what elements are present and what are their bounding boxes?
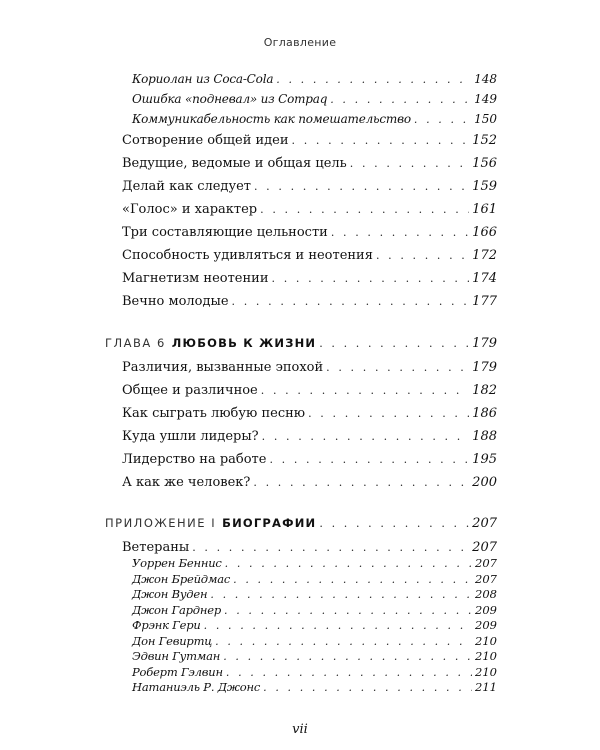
toc-entry-page: 156 bbox=[472, 156, 497, 171]
leader-dots bbox=[308, 408, 469, 419]
leader-dots bbox=[232, 296, 470, 307]
toc-entry-page: 172 bbox=[472, 248, 497, 263]
leader-dots bbox=[414, 114, 471, 125]
toc-entry-title: Вечно молодые bbox=[122, 294, 229, 309]
toc-entry-title: Уоррен Беннис bbox=[132, 556, 222, 570]
leader-dots bbox=[263, 682, 472, 693]
toc-entry-title: Джон Брейдмас bbox=[132, 571, 231, 586]
toc-entry[interactable] bbox=[132, 680, 497, 694]
leader-dots bbox=[223, 651, 472, 662]
toc-entry-page: 150 bbox=[474, 112, 497, 126]
toc-entry-title: Фрэнк Гери bbox=[132, 618, 201, 632]
toc-entry-page: 210 bbox=[475, 649, 497, 663]
toc-entry[interactable] bbox=[132, 649, 497, 663]
appendix-title: БИОГРАФИИ bbox=[222, 516, 317, 530]
toc-entry-title: Способность удивляться и неотения bbox=[122, 248, 373, 263]
leader-dots bbox=[224, 605, 472, 616]
running-head: Оглавление bbox=[263, 36, 337, 49]
appendix-label: ПРИЛОЖЕНИЕ I bbox=[105, 516, 217, 530]
toc-entry-page: 148 bbox=[474, 72, 497, 86]
toc-entry-page: 208 bbox=[475, 587, 497, 601]
toc-entry-page: 149 bbox=[474, 92, 497, 106]
toc-entry-title: Коммуникабельность как помешательство bbox=[132, 112, 411, 126]
leader-dots bbox=[269, 454, 469, 465]
toc-entry[interactable] bbox=[122, 406, 497, 421]
leader-dots bbox=[226, 667, 472, 678]
toc-entry[interactable] bbox=[132, 72, 497, 86]
toc-entry-page: 186 bbox=[472, 406, 497, 421]
toc-entry-page: 207 bbox=[475, 556, 497, 570]
toc-entry[interactable] bbox=[122, 475, 497, 490]
toc-entry-page: 210 bbox=[475, 633, 497, 648]
toc-entry-page: 207 bbox=[475, 571, 497, 586]
appendix-heading[interactable] bbox=[105, 516, 497, 531]
toc-entry-page: 209 bbox=[475, 618, 497, 632]
chapter-heading[interactable] bbox=[105, 336, 497, 351]
leader-dots bbox=[210, 589, 472, 600]
toc-entry-page: 188 bbox=[472, 429, 497, 444]
leader-dots bbox=[331, 227, 469, 238]
toc-entry[interactable] bbox=[122, 294, 497, 309]
leader-dots bbox=[326, 362, 469, 373]
toc-entry[interactable] bbox=[132, 634, 497, 648]
leader-dots bbox=[253, 477, 469, 488]
chapter-label: ГЛАВА 6 bbox=[105, 336, 166, 350]
toc-entry[interactable] bbox=[122, 452, 497, 467]
leader-dots bbox=[254, 181, 469, 192]
leader-dots bbox=[192, 542, 469, 553]
toc-entry-page: 207 bbox=[472, 540, 497, 555]
toc-entry-title: Ведущие, ведомые и общая цель bbox=[122, 156, 347, 171]
toc-entry-page: 209 bbox=[475, 602, 497, 617]
leader-dots bbox=[276, 74, 471, 85]
toc-entry-title: Кориолан из Coca-Cola bbox=[132, 72, 274, 86]
toc-entry-title: Ошибка «подневал» из Compaq bbox=[132, 92, 328, 106]
toc-entry-title: Джон Гарднер bbox=[132, 602, 222, 617]
toc-entry-title: Общее и различное bbox=[122, 383, 258, 398]
toc-entry-title: Куда ушли лидеры? bbox=[122, 429, 259, 444]
toc-entry-page: 174 bbox=[472, 271, 497, 286]
toc-entry-title: Джон Вуден bbox=[132, 587, 208, 601]
toc-entry-title: Лидерство на работе bbox=[122, 452, 267, 467]
leader-dots bbox=[261, 385, 469, 396]
leader-dots bbox=[319, 518, 469, 529]
toc-entry-title: Три составляющие цельности bbox=[122, 225, 328, 240]
leader-dots bbox=[204, 620, 472, 631]
toc-entry[interactable] bbox=[132, 92, 497, 106]
toc-entry[interactable] bbox=[132, 112, 497, 126]
leader-dots bbox=[215, 636, 472, 647]
toc-entry[interactable] bbox=[122, 429, 497, 444]
leader-dots bbox=[262, 431, 470, 442]
leader-dots bbox=[233, 574, 472, 585]
toc-entry[interactable] bbox=[122, 540, 497, 555]
toc-entry[interactable] bbox=[122, 383, 497, 398]
leader-dots bbox=[272, 273, 470, 284]
toc-entry-page: 211 bbox=[475, 680, 497, 694]
toc-entry[interactable] bbox=[122, 271, 497, 286]
leader-dots bbox=[225, 558, 472, 569]
toc-entry[interactable] bbox=[132, 618, 497, 632]
leader-dots bbox=[376, 250, 469, 261]
toc-entry[interactable] bbox=[132, 603, 497, 617]
toc-entry[interactable] bbox=[122, 248, 497, 263]
toc-entry-title: А как же человек? bbox=[122, 475, 251, 490]
toc-entry-page: 177 bbox=[472, 294, 497, 309]
toc-entry[interactable] bbox=[122, 225, 497, 240]
toc-entry-page: 159 bbox=[472, 179, 497, 194]
toc-entry[interactable] bbox=[132, 572, 497, 586]
toc-entry-page: 166 bbox=[472, 225, 497, 240]
toc-entry-title: Магнетизм неотении bbox=[122, 271, 269, 286]
toc-entry-page: 179 bbox=[472, 360, 497, 375]
toc-entry-page: 200 bbox=[472, 475, 497, 490]
toc-entry-page: 161 bbox=[472, 202, 497, 217]
toc-entry-title: Как сыграть любую песню bbox=[122, 406, 306, 421]
toc-entry[interactable] bbox=[122, 179, 497, 194]
toc-entry-title: Роберт Гэлвин bbox=[132, 664, 223, 679]
toc-entry[interactable] bbox=[132, 665, 497, 679]
leader-dots bbox=[292, 135, 470, 146]
toc-entry[interactable] bbox=[122, 133, 497, 148]
chapter-title: ЛЮБОВЬ К ЖИЗНИ bbox=[171, 336, 317, 350]
toc-entry[interactable] bbox=[132, 587, 497, 601]
toc-entry-page: 207 bbox=[472, 516, 497, 531]
page-number: vii bbox=[292, 722, 308, 737]
leader-dots bbox=[319, 338, 469, 349]
toc-entry-page: 179 bbox=[472, 336, 497, 351]
leader-dots bbox=[350, 158, 469, 169]
toc-entry-title: Эдвин Гутман bbox=[132, 649, 221, 663]
toc-entry-title: Натаниэль Р. Джонс bbox=[132, 680, 261, 694]
toc-entry-title: Дон Гевиртц bbox=[132, 633, 213, 648]
toc-entry-page: 182 bbox=[472, 383, 497, 398]
leader-dots bbox=[260, 204, 469, 215]
toc-entry-title: Различия, вызванные эпохой bbox=[122, 360, 324, 375]
toc-entry-title: Сотворение общей идеи bbox=[122, 133, 289, 148]
toc-entry[interactable] bbox=[122, 156, 497, 171]
toc-entry-page: 195 bbox=[472, 452, 497, 467]
leader-dots bbox=[330, 94, 471, 105]
toc-entry[interactable] bbox=[122, 360, 497, 375]
toc-entry[interactable] bbox=[122, 202, 497, 217]
toc-entry-title: Ветераны bbox=[122, 540, 190, 555]
toc-entry-page: 152 bbox=[472, 133, 497, 148]
toc-entry-title: Делай как следует bbox=[122, 179, 251, 194]
toc-entry-title: «Голос» и характер bbox=[122, 202, 258, 217]
toc-entry[interactable] bbox=[132, 556, 497, 570]
toc-entry-page: 210 bbox=[475, 664, 497, 679]
